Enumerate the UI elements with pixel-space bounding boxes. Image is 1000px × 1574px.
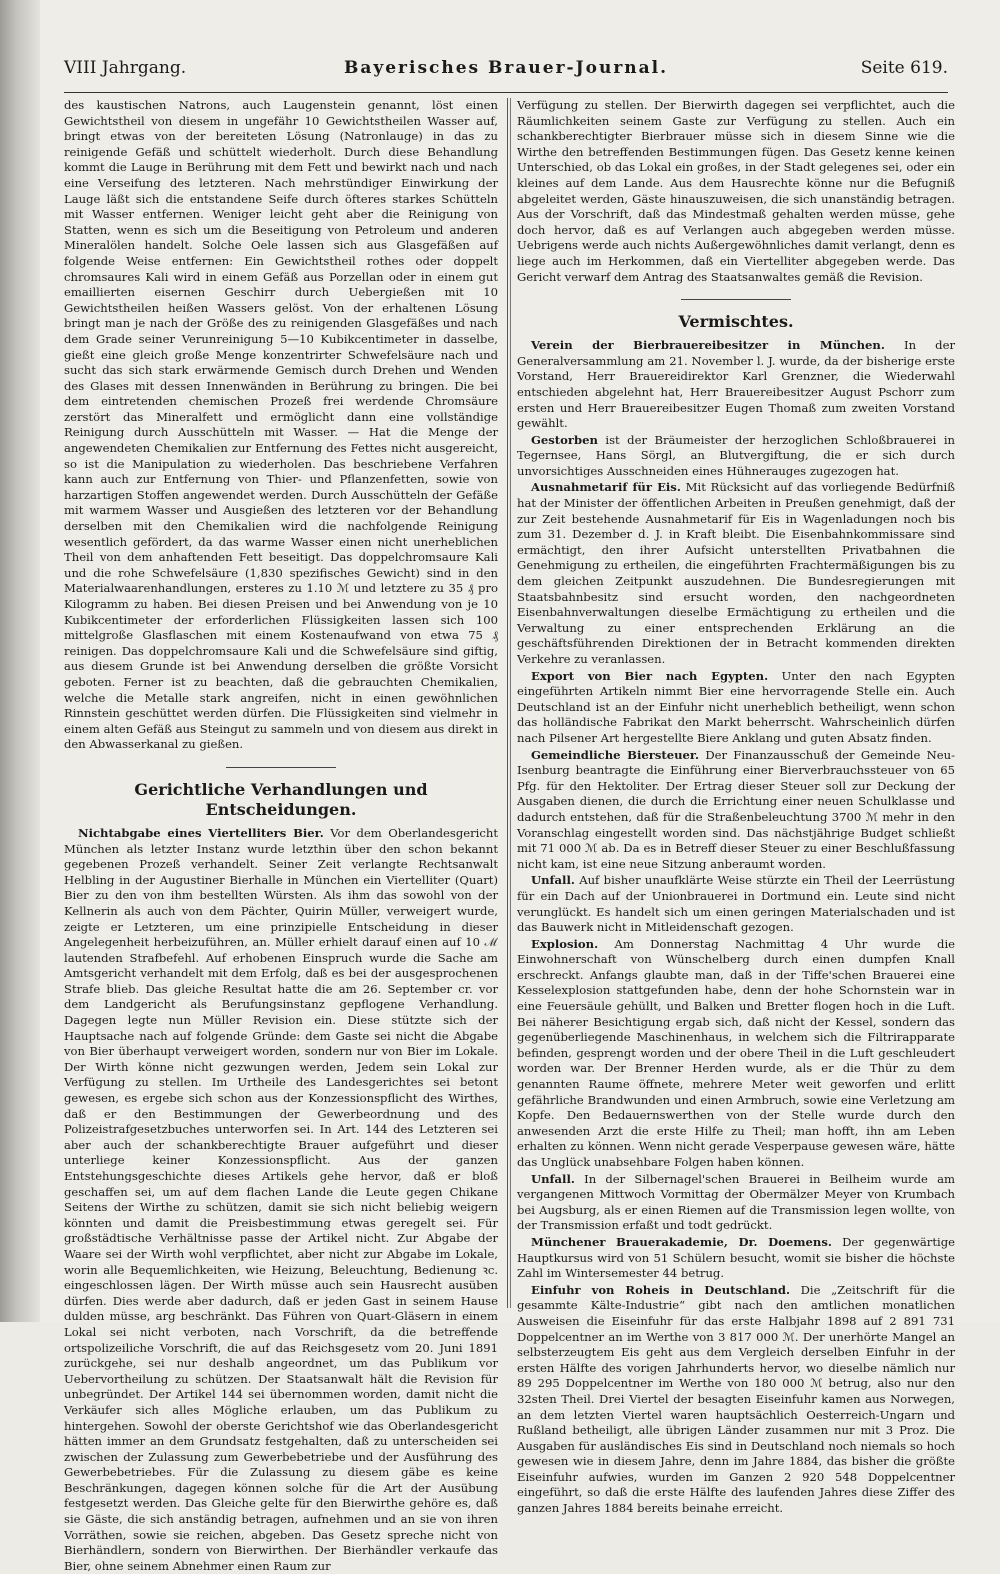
entry-title: Unfall. — [531, 873, 575, 888]
entry-title: Ausnahmetarif für Eis. — [531, 480, 681, 495]
news-entry — [517, 480, 955, 667]
entry-text: Unter den nach Egypten eingeführten Artikeln nimmt Bier eine hervorragende Stelle ein. Auch Deutschland ist an der Einfuhr nicht unerheblich betheiligt, wenn schon das holländische Fabrikat den Markt beherrscht. Wahrscheinlich dürfen nach Pilsener Art hergestellte Biere Anklang und guten Absatz finden. — [517, 668, 955, 745]
right-column — [517, 98, 956, 1516]
news-entry — [517, 338, 955, 432]
entry-title: Explosion. — [531, 936, 599, 951]
header-rule — [64, 92, 948, 93]
entry-text: Der Finanzausschuß der Gemeinde Neu-Isenburg beantragte die Einführung einer Bierverbrauchssteuer von 65 Pfg. für den Hektoliter. Der Ertrag dieser Steuer soll zur Deckung der Ausgaben dienen, die durch die Errichtung einer neuen Schulklasse und dadurch entstehen, daß für die Straßenbeleuchtung 3700 ℳ mehr in den Voranschlag eingestellt worden sind. Das nächstjährige Budget schließt mit 71 000 ℳ ab. Da es in Betreff dieser Steuer zu einer Beschlußfassung nicht kam, ist eine neue Sitzung anberaumt worden. — [517, 747, 955, 871]
news-entry — [517, 748, 955, 873]
left-column — [64, 98, 498, 1573]
news-entry — [517, 1172, 955, 1234]
entry-text: Die „Zeitschrift für die gesammte Kälte-Industrie“ gibt nach den amtlichen monatlichen Ausweisen die Eiseinfuhr für das erste Halbjahr 1898 auf 2 891 731 Doppelcentner an im Werthe von 3 817 000 ℳ. Der unerhörte Mangel an selbsterzeugtem Eis geht aus dem Vergleich derselben Einfuhr in der ersten Hälfte des vorigen Jahrhunderts hervor, wo dieselbe nämlich nur 89 295 Doppelcentner im Werthe von 180 000 ℳ betrug, also nur den 32sten Theil. Drei Viertel der besagten Eiseinfuhr kamen aus Norwegen, an dem letzten Viertel waren hauptsächlich Oesterreich-Ungarn und Rußland betheiligt, alle übrigen Länder zusammen nur mit 3 Proz. Die Ausgaben für ausländisches Eis sind in Deutschland noch niemals so hoch gewesen wie in diesem Jahre, denn im Jahre 1884, das bisher die größte Eiseinfuhr aufwies, wurden im Ganzen 2 920 548 Doppelcentner eingeführt, so daß die erste Hälfte des laufenden Jahres diese Ziffer des ganzen Jahres 1884 bereits beinahe erreicht. — [517, 1282, 955, 1516]
continued-court-text: Verfügung zu stellen. Der Bierwirth dagegen sei verpflichtet, auch die Räumlichkeiten seinem Gaste zur Verfügung zu stellen. Auch ein schankberechtigter Bierbrauer müsse sich in diesem Sinne wie die Wirthe den betreffenden Bestimmungen fügen. Das Gesetz kenne keinen Unterschied, ob das Lokal ein großes, in der Stadt gelegenes sei, oder ein kleines auf dem Lande. Aus dem Hausrechte könne nur die Befugniß abgeleitet werden, Gäste hinauszuweisen, die sich unanständig betragen. Aus der Vorschrift, daß das Mindestmaß gehalten werden müsse, gehe doch hervor, daß es auf Verlangen auch abgegeben werden müsse. Uebrigens werde auch nichts Außergewöhnliches damit verlangt, denn es liege auch im Herkommen, daß ein Viertelliter abgegeben werde. Das Gericht verwarf dem Antrag des Staatsanwaltes gemäß die Revision. — [517, 98, 955, 284]
entry-title: Einfuhr von Roheis in Deutschland. — [531, 1282, 791, 1297]
entry-text: ist der Bräumeister der herzoglichen Schloßbrauerei in Tegernsee, Hans Sörgl, an Blutvergiftung, die er sich durch unvorsichtiges Ausschneiden eines Hühnerauges zugezogen hat. — [517, 432, 956, 478]
entry-text: In der Generalversammlung am 21. November l. J. wurde, da der bisherige erste Vorstand, Herr Brauereidirektor Karl Grenzner, die Wiederwahl entschieden abgelehnt hat, Herr Brauereibesitzer August Pschorr zum ersten und Herr Brauereibesitzer Eugen Thomaß zum zweiten Vorstand gewählt. — [517, 338, 956, 431]
page-header — [64, 58, 948, 86]
news-entry — [517, 669, 955, 747]
news-entry — [517, 433, 955, 480]
entry-text: In der Silbernagel'schen Brauerei in Beilheim wurde am vergangenen Mittwoch Vormittag der Obermälzer Meyer von Krumbach bei Augsburg, als er einen Riemen auf die Transmission legen wollte, von der Transmission erfaßt und todt gedrückt. — [517, 1171, 955, 1233]
section-heading-court: Gerichtliche Verhandlungen und Entscheidungen. — [134, 779, 428, 819]
entry-title: Nichtabgabe eines Viertelliters Bier. — [78, 825, 324, 840]
entry-text: Auf bisher unaufklärte Weise stürzte ein Theil der Leerrüstung für ein Dach auf der Unionbrauerei in Dortmund ein. Leute sind nicht verunglückt. Es handelt sich um einen geringen Materialschaden und ist das Bauwerk nicht in Mitleidenschaft gezogen. — [517, 873, 956, 935]
news-entry — [517, 937, 955, 1171]
entry-title: Gestorben — [531, 432, 598, 447]
news-entries — [517, 338, 955, 1517]
entry-title: Münchener Brauerakademie, Dr. Doemens. — [531, 1234, 832, 1249]
journal-title: Bayerisches Brauer-Journal. — [343, 58, 669, 78]
column-divider — [507, 98, 508, 1308]
section-heading-misc: Vermischtes. — [678, 312, 794, 332]
news-entry — [517, 1283, 955, 1517]
entry-title: Export von Bier nach Egypten. — [531, 668, 769, 683]
news-entry — [517, 873, 955, 935]
entry-title: Verein der Bierbrauereibesitzer in München. — [531, 338, 885, 353]
news-entry — [517, 1235, 955, 1282]
entry-text: Der gegenwärtige Hauptkursus wird von 51 Schülern besucht, womit sie bisher die höchste Zahl im Wintersemester 44 betrug. — [517, 1234, 955, 1281]
page-number: Seite 619. — [860, 58, 948, 78]
entry-title: Gemeindliche Biersteuer. — [531, 747, 700, 762]
entry-text: Am Donnerstag Nachmittag 4 Uhr wurde die Einwohnerschaft von Wünschelberg durch einen dumpfen Knall erschreckt. Anfangs glaubte man, daß in der Tiffe'schen Brauerei eine Kesselexplosion stattgefunden habe, denn der hohe Schornstein war in eine Feuersäule gehüllt, und Balken und Bretter flogen hoch in die Luft. Bei näherer Besichtigung ergab sich, daß nicht der Kessel, sondern das gegenüberliegende Maschinenhaus, in welchem sich die Filtrirapparate befinden, gesprengt worden und der obere Theil in die Luft geschleudert worden war. Der Brenner Herden wurde, als er die Thür zu dem genannten Raume öffnete, mehrere Meter weit geworfen und erlitt gefährliche Brandwunden und einen Armbruch, sowie eine Verletzung am Kopfe. Den Bedauernswerthen von der Stelle wurde durch den anwesenden Arzt die erste Hilfe zu Theil; man hofft, ihn am Leben erhalten zu können. Wenn nicht gerade Vesperpause gewesen wäre, hätte das Unglück unabsehbare Folgen haben können. — [517, 936, 956, 1169]
column-divider-inner — [510, 98, 511, 1308]
continued-article-text: des kaustischen Natrons, auch Laugenstein genannt, löst einen Gewichtstheil von diesem in ungefähr 10 Gewichtstheilen Wasser auf, bringt etwas von der bereiteten Lösung (Natronlauge) in das zu reinigende Gefäß und schüttelt wiederholt. Durch diese Behandlung kommt die Lauge in Berührung mit dem Fett und bewirkt nach und nach eine Verseifung des letzteren. Nach mehrstündiger Einwirkung der Lauge läßt sich die entstandene Seife durch öfteres starkes Schütteln mit Wasser entfernen. Weniger leicht geht aber die Reinigung von Statten, wenn es sich um die Beseitigung von Petroleum und anderen Mineralölen handelt. Solche Oele lassen sich aus Glasgefäßen auf folgende Weise entfernen: Ein Gewichtstheil rothes oder doppelt chromsaures Kali wird in einem Gefäß aus Porzellan oder in einem gut emaillierten eisernen Geschirr durch Uebergießen mit 10 Gewichtstheilen heißen Wassers gelöst. Von der erhaltenen Lösung bringt man je nach der Größe des zu reinigenden Glasgefäßes und nach dem Grade seiner Verunreinigung 5—10 Kubikcentimeter in dasselbe, gießt eine gleich große Menge konzentrirter Schwefelsäure nach und sucht das sich stark erwärmende Gemisch durch Drehen und Wenden des Glases mit dessen Innenwänden in Berührung zu bringen. Die bei dem eintretenden chemischen Prozeß frei werdende Chromsäure zerstört das Mineralfett und ermöglicht dann eine vollständige Reinigung durch Ausschütteln mit Wasser. — Hat die Menge der angewendeten Chemikalien zur Entfernung des Fettes nicht ausgereicht, so ist die Manipulation zu wiederholen. Das beschriebene Verfahren kann auch zur Entfernung von Thier- und Pflanzenfetten, sowie von harzartigen Stoffen angewendet werden. Durch Ausschütteln der Gefäße mit warmem Wasser und Ausgießen des letzteren vor der Behandlung derselben mit den Chemikalien wird die nachfolgende Reinigung wesentlich gefördert, da das warme Wasser einen nicht unerheblichen Theil von dem anhaftenden Fett beseitigt. Das doppelchromsaure Kali und die rohe Schwefelsäure (1,830 spezifisches Gewicht) sind in den Materialwaarenhandlungen, ersteres zu 1.10 ℳ und letztere zu 35 ₰ pro Kilogramm zu haben. Bei diesen Preisen und bei Anwendung von je 10 Kubikcentimeter der erforderlichen Flüssigkeiten lassen sich 100 mittelgroße Glasflaschen mit einem Kostenaufwand von etwa 75 ₰ reinigen. Das doppelchromsaure Kali und die Schwefelsäure sind giftig, aus diesem Grunde ist bei Anwendung derselben die größte Vorsicht geboten. Ferner ist zu beachten, daß die gebrauchten Chemikalien, welche die Metalle stark angreifen, nicht in einen gewöhnlichen Rinnstein geschüttet werden dürfen. Die Flüssigkeiten sind vielmehr in einem alten Gefäß aus Steingut zu sammeln und von diesem aus direkt in den Abwasserkanal zu gießen. — [64, 98, 498, 752]
entry-text: Vor dem Oberlandesgericht München als letzter Instanz wurde letzthin über den schon bekannt gegebenen Prozeß verhandelt. Seiner Zeit verlangte Rechtsanwalt Helbling in der Augustiner Bierhalle in München ein Viertelliter (Quart) Bier zu den von ihm bestellten Würsten. Als ihm das sowohl von der Kellnerin als auch von dem Pächter, Quirin Müller, verweigert wurde, zeigte er Letzteren, um eine prinzipielle Entscheidung in dieser Angelegenheit herbeizuführen, an. Müller erhielt darauf einen auf 10 ℳ lautenden Strafbefehl. Auf erhobenen Einspruch wurde die Sache am Amtsgericht verhandelt mit dem Erfolg, daß es bei der ausgesprochenen Strafe blieb. Das gleiche Resultat hatte die am 26. September cr. vor dem Landgericht als Berufungsinstanz gepflogene Verhandlung. Dagegen legte nun Müller Revision ein. Diese stützte sich der Hauptsache nach auf folgende Gründe: dem Gaste sei nicht die Abgabe von Bier überhaupt verweigert worden, sondern nur von Bier im Lokale. Der Wirth könne nicht gezwungen werden, Jedem sein Lokal zur Verfügung zu stellen. Im Urtheile des Landesgerichtes sei betont gewesen, es ergebe sich schon aus der Konzessionspflicht des Wirthes, daß er den Bestimmungen der Gewerbeordnung und des Polizeistrafgesetzbuches unterworfen sei. In Art. 144 des Letzteren sei aber auch der schankberechtigte Brauer aufgeführt und dieser unterliege keiner Konzessionspflicht. Aus der ganzen Entstehungsgeschichte dieses Artikels gehe hervor, daß er bloß geschaffen sei, um auf dem flachen Lande die Leute gegen Chikane Seitens der Wirthe zu schützen, damit sie sich nicht beliebig weigern könnten und damit die Preisbestimmung etwas geregelt sei. Für großstädtische Verhältnisse passe der Artikel nicht. Zur Abgabe der Waare sei der Wirth wohl verpflichtet, aber nicht zur Abgabe im Lokale, worin alle Bequemlichkeiten, wie Heizung, Beleuchtung, Bedienung ꝛc. eingeschlossen lägen. Der Wirth müsse auch sein Hausrecht ausüben dürfen. Dies werde aber dadurch, daß er jeden Gast in seinem Hause dulden müsse, arg beschränkt. Das Führen von Quart-Gläsern in einem Lokal sei nicht verboten, nach Vorschrift, da die betreffende ortspolizeiliche Vorschrift, die auf das Reichsgesetz vom 20. Juni 1891 zurückgehe, sei nur deshalb angeordnet, um das Publikum vor Uebervortheilung zu schützen. Der Staatsanwalt hält die Revision für unbegründet. Der Artikel 144 sei übernommen worden, damit nicht die Verkäufer sich alles Mögliche erlauben, um das Publikum zu hintergehen. Sowohl der oberste Gerichtshof wie das Oberlandesgericht hätten immer an dem Grundsatz festgehalten, daß zu unterscheiden sei zwischen der Zulassung zum Gewerbebetriebe und der Ausführung des Gewerbebetriebes. Für die Zulassung zu diesem gäbe es keine Beschränkungen, dagegen können solche für die Art der Ausübung festgesetzt werden. Das Gleiche gelte für den Bierwirthe gehöre es, daß sie Gäste, die sich anständig betragen, aufnehmen und an sie von ihren Vorräthen, sowie sie reichen, abgeben. Das Gesetz spreche nicht von Bierhändlern, sondern von Bierwirthen. Der Bierhändler verkaufe das Bier, ohne seinem Abnehmer einen Raum zur — [64, 825, 498, 1573]
court-entry — [64, 826, 498, 1574]
volume-label: VIII Jahrgang. — [64, 58, 187, 78]
entry-text: Mit Rücksicht auf das vorliegende Bedürfniß hat der Minister der öffentlichen Arbeiten in Preußen genehmigt, daß der zur Zeit bestehende Ausnahmetarif für Eis in Wagenladungen noch bis zum 31. Dezember d. J. in Kraft bleibt. Die Eisenbahnkommissare sind ermächtigt, den ihrer Aufsicht unterstellten Privatbahnen die Genehmigung zu ertheilen, die eingeführten Frachtermäßigungen bis zu dem gleichen Zeitpunkt auszudehnen. Die Bundesregierungen mit Staatsbahnbesitz sind ersucht worden, den nachgeordneten Eisenbahnverwaltungen dieselbe Ermächtigung zu ertheilen und die Verwaltung zu einer entsprechenden Erklärung an die geschäftsführenden Direktionen der in Betracht kommenden direkten Verkehre zu veranlassen. — [517, 480, 955, 666]
entry-title: Unfall. — [531, 1171, 575, 1186]
section-divider — [226, 767, 336, 768]
section-divider — [681, 299, 791, 300]
